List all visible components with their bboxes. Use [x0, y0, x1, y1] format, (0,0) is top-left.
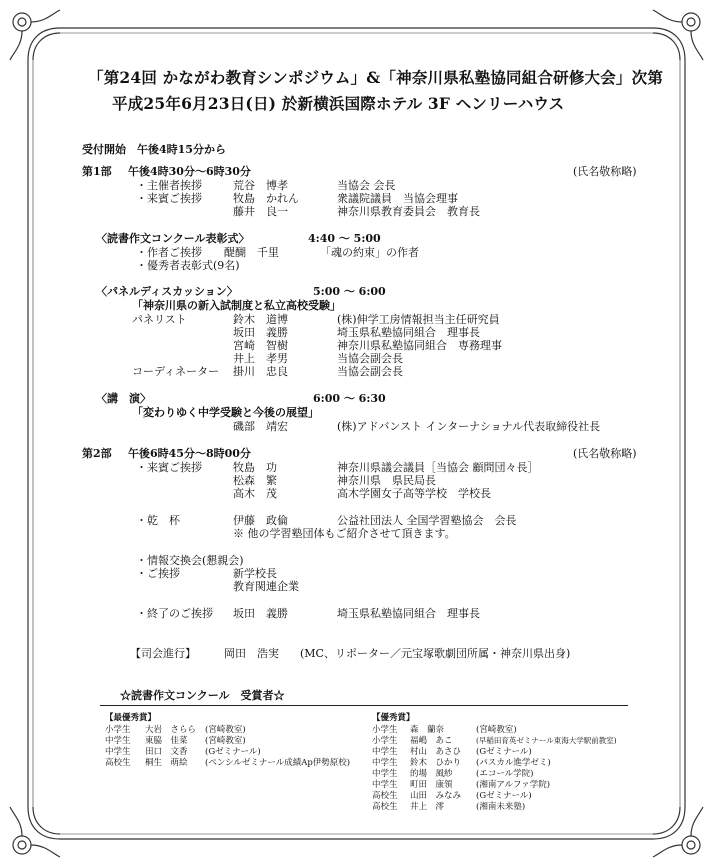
reading-award-role: ・優秀者表彰式(9名) — [136, 259, 240, 272]
panelist-name: 鈴木 道博 — [233, 313, 288, 326]
part2-guest-org: 高木学園女子高等学校 学校長 — [337, 487, 491, 500]
part1-name: 牧島 かれん — [233, 192, 299, 205]
part1-role: ・主催者挨拶 — [136, 179, 202, 192]
part2-guest-name: 高木 茂 — [233, 487, 277, 500]
toast-role: ・乾 杯 — [136, 514, 180, 527]
panelist-org: (株)伸学工房情報担当主任研究員 — [337, 313, 500, 326]
top-award-label: 【最優秀賞】 — [105, 713, 157, 723]
excellent-award-school: (エコール学院) — [476, 769, 534, 779]
excellent-award-name: 鈴木 ひかり — [410, 758, 462, 768]
awardees-divider — [100, 705, 628, 706]
top-award-name: 田口 文香 — [145, 747, 188, 757]
excellent-award-name: 的場 風紗 — [410, 769, 453, 779]
reading-award-role: ・作者ご挨拶 — [136, 246, 202, 259]
panelist-org: 当協会副会長 — [337, 352, 403, 365]
top-award-school: (Gゼミナール) — [205, 747, 261, 757]
part2-guest-name: 牧島 功 — [233, 461, 277, 474]
lecture-heading: 〈講 演〉 — [96, 392, 151, 405]
part1-role: ・来賓ご挨拶 — [136, 192, 202, 205]
part1-name: 藤井 良一 — [233, 205, 288, 218]
mc-name: 岡田 浩実 — [224, 647, 279, 660]
mc-description: (MC、リポーター／元宝塚歌劇団所属・神奈川県出身) — [300, 647, 571, 660]
top-award-school: (宮崎教室) — [205, 725, 246, 735]
reading-award-name: 醍醐 千里 — [224, 246, 279, 259]
excellent-award-label: 【優秀賞】 — [372, 713, 415, 723]
top-award-school: (ペンシルゼミナール成績Ap伊勢原校) — [205, 758, 351, 768]
reading-award-heading: 〈読書作文コンクール表彰式〉 — [96, 232, 250, 245]
reception-time: 受付開始 午後4時15分から — [82, 143, 226, 156]
excellent-award-name: 町田 康領 — [410, 780, 453, 790]
excellent-award-grade: 中学生 — [372, 758, 398, 768]
closing-org: 埼玉県私塾協同組合 理事長 — [337, 607, 480, 620]
excellent-award-school: (宮崎教室) — [476, 725, 517, 735]
part2-honorific-note: (氏名敬称略) — [573, 447, 637, 460]
greeting-line: 教育関連企業 — [233, 580, 299, 593]
excellent-award-grade: 中学生 — [372, 747, 398, 757]
lecture-theme: 「変わりゆく中学受験と今後の展望」 — [132, 406, 319, 419]
part1-honorific-note: (氏名敬称略) — [573, 165, 637, 178]
part2-guest-name: 松森 繁 — [233, 474, 277, 487]
title-line-2: 平成25年6月23日(日) 於新横浜国際ホテル 3F ヘンリーハウス — [112, 94, 565, 113]
top-award-name: 東脇 佳菜 — [145, 736, 188, 746]
excellent-award-school: (湘南未来塾) — [476, 802, 526, 812]
top-award-grade: 小学生 — [105, 725, 131, 735]
excellent-award-school: (湘南アルファ学院) — [476, 780, 551, 790]
panel-time: 5:00 ～ 6:00 — [313, 285, 386, 298]
excellent-award-school: (パスカル進学ゼミ) — [476, 758, 551, 768]
top-award-name: 桐生 萌絵 — [145, 758, 188, 768]
top-award-grade: 中学生 — [105, 747, 131, 757]
top-award-grade: 中学生 — [105, 736, 131, 746]
coordinator-label: コーディネーター — [132, 365, 220, 378]
excellent-award-name: 井上 澪 — [410, 802, 445, 812]
part1-org: 衆議院議員 当協会理事 — [337, 192, 458, 205]
panelist-org: 神奈川県私塾協同組合 専務理事 — [337, 339, 502, 352]
part1-org: 神奈川県教育委員会 教育長 — [337, 205, 480, 218]
panelist-org: 埼玉県私塾協同組合 理事長 — [337, 326, 480, 339]
excellent-award-school: (Gゼミナール) — [476, 791, 532, 801]
excellent-award-name: 山田 みなみ — [410, 791, 462, 801]
part1-name: 荒谷 博孝 — [233, 179, 288, 192]
exchange-item: ・情報交換会(懇親会) — [136, 554, 244, 567]
excellent-award-grade: 小学生 — [372, 736, 398, 746]
top-award-school: (宮崎教室) — [205, 736, 246, 746]
closing-name: 坂田 義勝 — [233, 607, 288, 620]
reading-award-org: 「魂の約束」の作者 — [320, 246, 419, 259]
panelist-label: パネリスト — [132, 313, 187, 326]
part2-label: 第2部 — [82, 447, 112, 460]
mc-label: 【司会進行】 — [130, 647, 196, 660]
top-award-name: 大岩 さらら — [145, 725, 197, 735]
excellent-award-grade: 中学生 — [372, 769, 398, 779]
lecture-speaker-name: 磯部 靖宏 — [233, 420, 288, 433]
top-award-grade: 高校生 — [105, 758, 131, 768]
awardees-heading: ☆読書作文コンクール 受賞者☆ — [120, 689, 285, 702]
part1-label: 第1部 — [82, 165, 112, 178]
excellent-award-grade: 中学生 — [372, 780, 398, 790]
toast-org: 公益社団法人 全国学習塾協会 会長 — [337, 514, 517, 527]
excellent-award-grade: 高校生 — [372, 802, 398, 812]
reading-award-time: 4:40 ～ 5:00 — [308, 232, 381, 245]
excellent-award-name: 福嶋 あこ — [410, 736, 453, 746]
panelist-name: 宮崎 智樹 — [233, 339, 288, 352]
excellent-award-school: (Gゼミナール) — [476, 747, 532, 757]
part1-org: 当協会 会長 — [337, 179, 396, 192]
toast-note: ※ 他の学習塾団体もご紹介させて頂きます。 — [233, 527, 456, 540]
panel-theme: 「神奈川県の新入試制度と私立高校受験」 — [132, 299, 341, 312]
closing-role: ・終了のご挨拶 — [136, 607, 213, 620]
lecture-time: 6:00 ～ 6:30 — [313, 392, 386, 405]
panelist-name: 井上 孝男 — [233, 352, 288, 365]
part1-time: 午後4時30分～6時30分 — [128, 165, 251, 178]
greeting-line: 新学校長 — [233, 567, 277, 580]
coordinator-org: 当協会副会長 — [337, 365, 403, 378]
excellent-award-school: (早稲田育英ゼミナール東海大学駅前教室) — [476, 736, 617, 745]
coordinator-name: 掛川 忠良 — [233, 365, 288, 378]
excellent-award-name: 森 蘭奈 — [410, 725, 445, 735]
panelist-name: 坂田 義勝 — [233, 326, 288, 339]
title-line-1: 「第24回 かながわ教育シンポジウム」&「神奈川県私塾協同組合研修大会」次第 — [88, 68, 664, 87]
greeting-role: ・ご挨拶 — [136, 567, 180, 580]
excellent-award-grade: 高校生 — [372, 791, 398, 801]
excellent-award-grade: 小学生 — [372, 725, 398, 735]
part2-guests-role: ・来賓ご挨拶 — [136, 461, 202, 474]
lecture-speaker-org: (株)アドバンスト インターナショナル代表取締役社長 — [337, 420, 601, 433]
toast-name: 伊藤 政倫 — [233, 514, 288, 527]
part2-guest-org: 神奈川県 県民局長 — [337, 474, 436, 487]
part2-time: 午後6時45分～8時00分 — [128, 447, 251, 460]
excellent-award-name: 村山 あさひ — [410, 747, 462, 757]
part2-guest-org: 神奈川県議会議員［当協会 顧問団々長］ — [337, 461, 539, 474]
panel-heading: 〈パネルディスカッション〉 — [96, 285, 238, 298]
